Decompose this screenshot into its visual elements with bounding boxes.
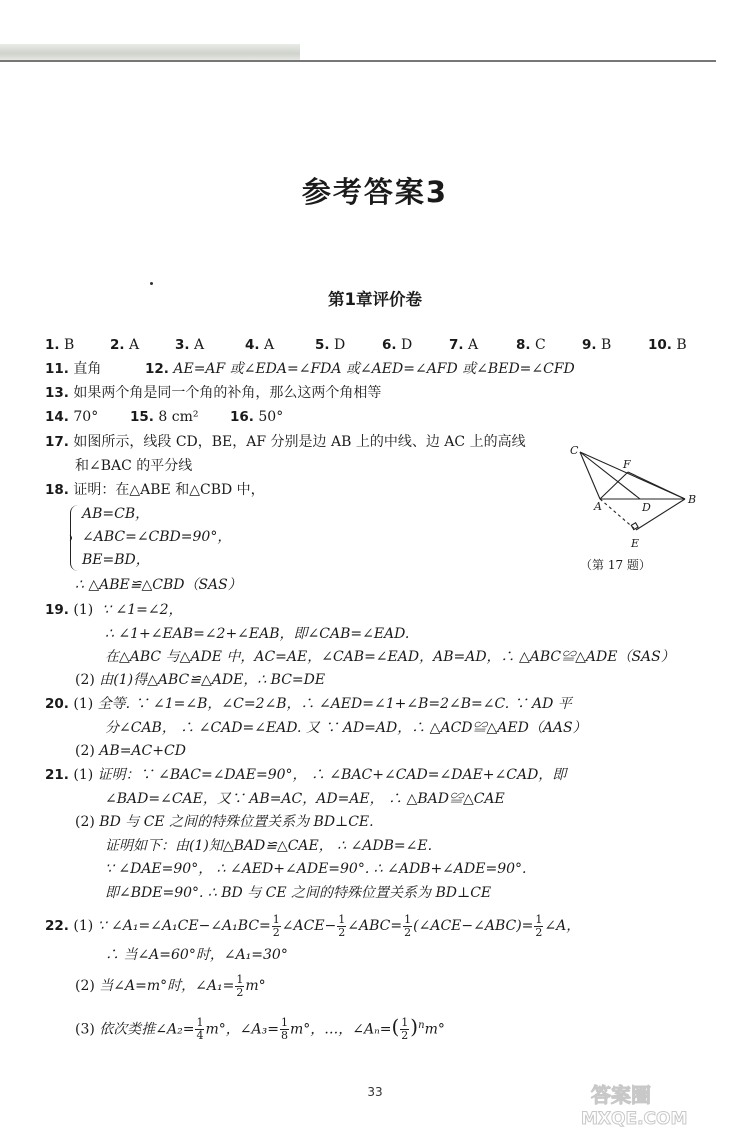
mc-item-2: 2. A bbox=[110, 337, 140, 353]
fraction-half: $\frac{1}{2}$ bbox=[272, 912, 280, 939]
answer-17-line1: 17. 如图所示，线段 CD，BE，AF 分别是边 AB 上的中线、边 AC 上的高线 bbox=[45, 434, 526, 450]
answer-20-line2: 分∠CAB， ∴ ∠CAD=∠EAD. 又 ∵ AD=AD，∴ △ACD≌△AED（AAS） bbox=[105, 720, 587, 736]
fraction-half: $\frac{1}{2}$ bbox=[404, 912, 412, 939]
label-C: C bbox=[570, 444, 579, 457]
mc-item-6: 6. D bbox=[382, 337, 413, 353]
answer-19-line2: ∴ ∠1+∠EAB=∠2+∠EAB，即∠CAB=∠EAD. bbox=[105, 626, 410, 642]
mc-item-3: 3. A bbox=[175, 337, 205, 353]
watermark-bottom: MXQE.COM bbox=[581, 1109, 688, 1128]
mc-item-1: 1. B bbox=[45, 337, 75, 353]
label-F: F bbox=[623, 458, 631, 471]
mc-item-9: 9. B bbox=[582, 337, 612, 353]
system-brace bbox=[70, 505, 79, 571]
answer-19-line4: (2) 由(1)得△ABC≌△ADE，∴ BC=DE bbox=[75, 672, 326, 688]
mc-item-4: 4. A bbox=[245, 337, 275, 353]
header-band bbox=[0, 44, 300, 60]
chapter-heading: 第1章评价卷 bbox=[328, 290, 422, 309]
stray-dot bbox=[150, 282, 153, 285]
answer-22-line4: (3) 依次类推∠A₂= $\frac{1}{4}$ m°，∠A₃= $\frac{1}{8}$ m°，…，∠Aₙ=( $\frac{1}{2}$ )$^n$m° bbox=[75, 1014, 445, 1043]
mc-item-7: 7. A bbox=[449, 337, 479, 353]
answer-18-cond3: BE=BD， bbox=[82, 552, 150, 568]
answer-21-line5: ∵ ∠DAE=90°， ∴ ∠AED+∠ADE=90°. ∴ ∠ADB+∠ADE=90°. bbox=[105, 861, 527, 877]
power-n: n bbox=[418, 1020, 425, 1031]
mc-item-8: 8. C bbox=[516, 337, 546, 353]
answer-16: 16. 50° bbox=[230, 409, 284, 425]
fraction-half: $\frac{1}{2}$ bbox=[535, 912, 543, 939]
triangle-figure bbox=[560, 442, 710, 552]
answer-21-line2: ∠BAD=∠CAE，又∵ AB=AC，AD=AE， ∴ △BAD≌△CAE bbox=[105, 791, 505, 807]
label-B: B bbox=[688, 493, 697, 506]
answer-18-cond2: ∠ABC=∠CBD=90°， bbox=[82, 529, 232, 545]
answer-12: 12. AE=AF 或∠EDA=∠FDA 或∠AED=∠AFD 或∠BED=∠CFD bbox=[145, 361, 575, 377]
answer-13: 13. 如果两个角是同一个角的补角，那么这两个角相等 bbox=[45, 385, 382, 401]
answer-18-cond1: AB=CB， bbox=[82, 506, 150, 522]
answer-22-line2: ∴ 当∠A=60°时，∠A₁=30° bbox=[105, 947, 288, 963]
figure-caption: （第 17 题） bbox=[580, 558, 651, 572]
fraction-eighth: $\frac{1}{8}$ bbox=[280, 1016, 288, 1043]
mc-item-10: 10. B bbox=[648, 337, 687, 353]
answer-11: 11. 直角 bbox=[45, 361, 102, 377]
answer-18-conclusion: ∴ △ABE≌△CBD（SAS） bbox=[75, 577, 242, 593]
fraction-half: $\frac{1}{2}$ bbox=[338, 912, 346, 939]
label-A: A bbox=[594, 500, 602, 513]
answer-19-line3: 在△ABC 与△ADE 中，AC=AE，∠CAB=∠EAD，AB=AD，∴ △ABC≌△ADE（SAS） bbox=[105, 649, 675, 665]
fraction-quarter: $\frac{1}{4}$ bbox=[196, 1016, 204, 1043]
answer-20-line3: (2) AB=AC+CD bbox=[75, 743, 186, 759]
answer-22-line3: (2) 当∠A=m°时，∠A₁= $\frac{1}{2}$ m° bbox=[75, 972, 266, 999]
page-title: 参考答案3 bbox=[301, 175, 449, 209]
answer-21-line1: 21. (1) 证明：∵ ∠BAC=∠DAE=90°， ∴ ∠BAC+∠CAD=∠DAE+∠CAD，即 bbox=[45, 767, 567, 783]
answer-22-line1: 22. (1) ∵ ∠A₁=∠A₁CE−∠A₁BC= $\frac{1}{2}$ ∠ACE− $\frac{1}{2}$ ∠ABC= $\frac{1}{2}$ (∠ACE−∠ABC)= $\frac{1}{2}$ ∠A， bbox=[45, 912, 581, 939]
answer-19-line1: 19. (1) ∵ ∠1=∠2， bbox=[45, 602, 183, 618]
watermark-logo bbox=[573, 1080, 738, 1128]
mc-item-5: 5. D bbox=[315, 337, 346, 353]
answer-20-line1: 20. (1) 全等. ∵ ∠1=∠B，∠C=2∠B，∴ ∠AED=∠1+∠B=2∠B=∠C. ∵ AD 平 bbox=[45, 696, 572, 712]
fraction-half: $\frac{1}{2}$ bbox=[401, 1016, 409, 1043]
fraction-half: $\frac{1}{2}$ bbox=[236, 972, 244, 999]
answer-18-line1: 18. 证明：在△ABE 和△CBD 中， bbox=[45, 482, 265, 498]
answer-15: 15. 8 cm² bbox=[130, 409, 199, 425]
answer-21-line3: (2) BD 与 CE 之间的特殊位置关系为 BD⊥CE. bbox=[75, 814, 374, 830]
page-number: 33 bbox=[367, 1085, 383, 1099]
label-E: E bbox=[631, 537, 640, 550]
label-D: D bbox=[642, 501, 651, 514]
watermark-top: 答案圈 bbox=[591, 1083, 651, 1107]
header-rule bbox=[0, 60, 716, 62]
answer-21-line6: 即∠BDE=90°. ∴ BD 与 CE 之间的特殊位置关系为 BD⊥CE bbox=[105, 885, 492, 901]
answer-17-line2: 和∠BAC 的平分线 bbox=[75, 458, 193, 474]
answer-14: 14. 70° bbox=[45, 409, 99, 425]
answer-21-line4: 证明如下：由(1)知△BAD≌△CAE， ∴ ∠ADB=∠E. bbox=[105, 838, 433, 854]
